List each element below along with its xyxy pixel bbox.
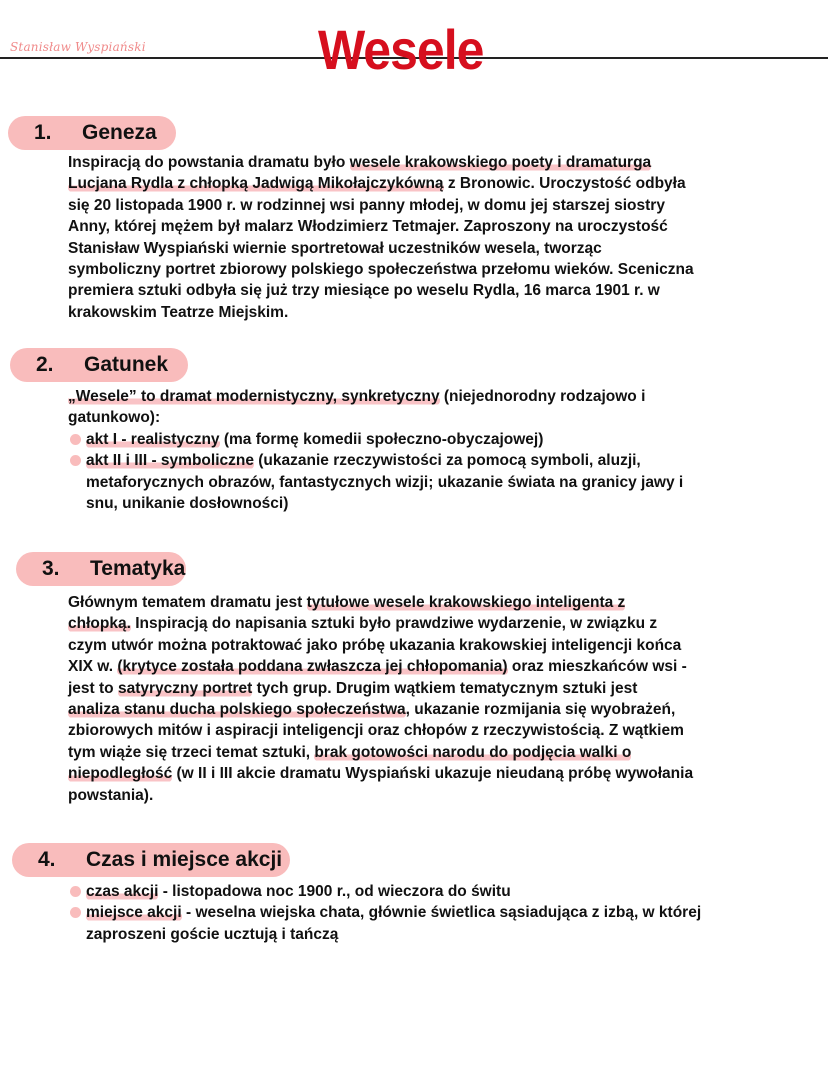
text-run: - listopadowa noc 1900 r., od wieczora do świtu xyxy=(158,883,511,900)
text-run: Inspiracją do powstania dramatu było xyxy=(68,154,350,171)
text-run: tym wiąże się trzeci temat sztuki, xyxy=(68,743,315,761)
text-line xyxy=(68,763,788,784)
highlighted-text: czas akcji xyxy=(86,883,159,900)
text-line xyxy=(68,195,788,216)
section-title: Tematyka xyxy=(90,557,186,580)
text-line xyxy=(68,407,788,428)
section-body-gatunek xyxy=(68,386,788,514)
text-run: gatunkowo): xyxy=(68,409,161,427)
text-run: (niejednorodny rodzajowo i xyxy=(439,388,646,405)
highlighted-text: akt I - realistyczny xyxy=(86,430,220,448)
text-run: premiera sztuki odbyła się już trzy miesiące po weselu Rydla, 16 marca 1901 r. w xyxy=(68,282,660,300)
text-line xyxy=(86,493,788,514)
text-run: Inspiracją do napisania sztuki było prawdziwe wydarzenie, w związku z xyxy=(130,615,658,633)
bullet-dot-icon xyxy=(70,455,81,466)
text-line xyxy=(68,216,788,237)
text-run: czym utwór można potraktować jako próbę ukazania krakowskiej inteligencji końca xyxy=(68,636,682,654)
text-run: XIX w. xyxy=(68,658,118,676)
section-heading-gatunek xyxy=(10,348,188,382)
text-line xyxy=(68,280,788,301)
gatunek-intro xyxy=(68,386,788,429)
section-title: Geneza xyxy=(82,121,157,144)
text-line xyxy=(86,429,788,450)
text-line xyxy=(68,152,788,173)
text-line xyxy=(68,699,788,720)
text-run: oraz mieszkańców wsi - xyxy=(507,658,687,676)
author-name: Stanisław Wyspiański xyxy=(10,40,146,54)
section-heading-czas-i-miejsce xyxy=(12,843,290,877)
text-run: z Bronowic. Uroczystość odbyła xyxy=(443,175,686,193)
text-run: zaproszeni goście ucztują i tańczą xyxy=(86,925,339,943)
bullet-item xyxy=(68,881,788,902)
bullet-dot-icon xyxy=(70,907,81,918)
section-number: 4. xyxy=(38,848,56,871)
text-line xyxy=(86,924,788,945)
highlighted-text: chłopką. xyxy=(68,615,131,633)
text-line xyxy=(86,902,788,923)
text-line xyxy=(86,450,788,471)
bullet-item xyxy=(68,902,788,945)
section-body-geneza xyxy=(68,152,788,323)
section-body-tematyka xyxy=(68,592,788,806)
text-line xyxy=(68,238,788,259)
highlighted-text: tytułowe wesele krakowskiego inteligenta z xyxy=(306,594,626,611)
section-number: 1. xyxy=(34,121,52,144)
section-number: 2. xyxy=(36,353,54,376)
text-run: jest to xyxy=(68,679,118,697)
bullet-item xyxy=(68,429,788,450)
text-line xyxy=(86,472,788,493)
text-line xyxy=(68,302,788,323)
page-title: Wesele xyxy=(318,18,484,82)
text-run: zbiorowych mitów i aspiracji inteligencji oraz chłopów z rzeczywistością. Z wątkiem xyxy=(68,722,684,740)
text-run: krakowskim Teatrze Miejskim. xyxy=(68,303,289,321)
text-line xyxy=(68,592,788,613)
text-run: (ma formę komedii społeczno-obyczajowej) xyxy=(219,430,544,448)
text-run: Stanisław Wyspiański wiernie sportretował uczestników wesela, tworząc xyxy=(68,239,602,257)
text-run: (ukazanie rzeczywistości za pomocą symboli, aluzji, xyxy=(253,452,641,470)
highlighted-text: brak gotowości narodu do podjęcia walki o xyxy=(314,743,632,761)
highlighted-text: wesele krakowskiego poety i dramaturga xyxy=(349,154,652,171)
text-run: (w II i III akcie dramatu Wyspiański ukazuje nieudaną próbę wywołania xyxy=(172,765,694,783)
text-run: Głównym tematem dramatu jest xyxy=(68,594,307,611)
text-run: , ukazanie rozmijania się wyobrażeń, xyxy=(405,701,676,719)
text-run: - weselna wiejska chata, głównie świetlica sąsiadująca z izbą, w której xyxy=(181,904,702,922)
text-run: metaforycznych obrazów, fantastycznych wizji; ukazanie świata na granicy jawy i xyxy=(86,473,684,491)
text-run: Anny, której mężem był malarz Włodzimierz Tetmajer. Zaproszony na uroczystość xyxy=(68,218,668,236)
highlighted-text: akt II i III - symboliczne xyxy=(86,452,254,470)
text-line xyxy=(68,386,788,407)
text-line xyxy=(68,635,788,656)
bullet-item xyxy=(68,450,788,514)
highlighted-text: satyryczny portret xyxy=(117,679,253,697)
text-line xyxy=(68,259,788,280)
gatunek-bullet-list xyxy=(68,429,788,515)
text-line xyxy=(68,613,788,634)
highlighted-text: analiza stanu ducha polskiego społeczeństwa xyxy=(68,701,406,719)
bullet-dot-icon xyxy=(70,886,81,897)
section-title: Czas i miejsce akcji xyxy=(86,848,283,871)
text-run: snu, unikanie dosłowności) xyxy=(86,495,289,513)
section-heading-geneza xyxy=(8,116,176,150)
highlighted-text: (krytyce została poddana zwłaszcza jej chłopomania) xyxy=(117,658,508,676)
text-run: się 20 listopada 1900 r. w rodzinnej wsi panny młodej, w domu jej starszej siostry xyxy=(68,196,665,214)
text-line xyxy=(68,785,788,806)
text-line xyxy=(68,720,788,741)
text-line xyxy=(68,742,788,763)
czas-bullet-list xyxy=(68,881,788,945)
text-line xyxy=(68,173,788,194)
highlighted-text: miejsce akcji xyxy=(86,904,182,922)
highlighted-text: Lucjana Rydla z chłopką Jadwigą Mikołajczykówną xyxy=(68,175,444,193)
bullet-dot-icon xyxy=(70,434,81,445)
section-title: Gatunek xyxy=(84,353,169,376)
text-line xyxy=(68,678,788,699)
text-run: powstania). xyxy=(68,786,154,804)
section-number: 3. xyxy=(42,557,60,580)
highlighted-text: niepodległość xyxy=(68,765,173,783)
text-line xyxy=(86,881,788,902)
section-body-czas-i-miejsce xyxy=(68,881,788,945)
section-heading-tematyka xyxy=(16,552,186,586)
text-run: tych grup. Drugim wątkiem tematycznym sztuki jest xyxy=(252,679,638,697)
text-run: symboliczny portret zbiorowy polskiego społeczeństwa przełomu wieków. Sceniczna xyxy=(68,261,694,279)
highlighted-text: „Wesele” to dramat modernistyczny, synkretyczny xyxy=(68,388,440,405)
text-line xyxy=(68,656,788,677)
